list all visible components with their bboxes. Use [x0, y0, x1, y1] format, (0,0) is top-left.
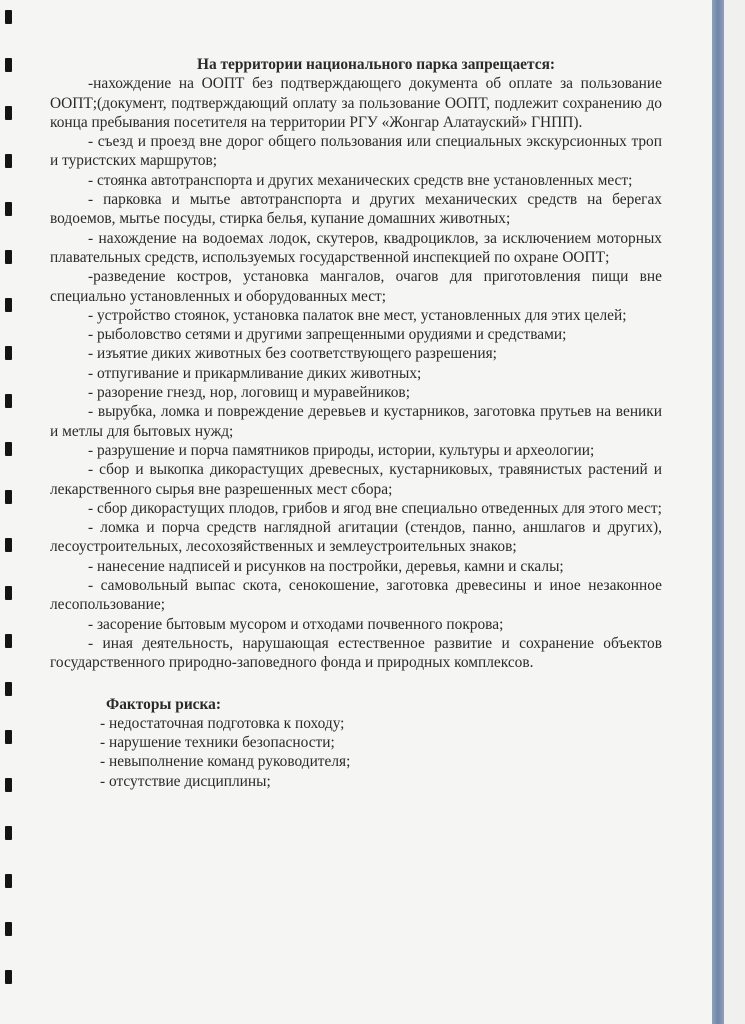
- prohibition-item: - иная деятельность, нарушающая естественное развитие и сохранение объектов государственного природно-заповедного фонда и природных комплексов.: [50, 634, 662, 672]
- prohibition-item: - стоянка автотранспорта и других механических средств вне установленных мест;: [88, 171, 633, 189]
- binding-hole: [5, 778, 12, 792]
- binding-hole: [5, 634, 12, 648]
- prohibition-item: - вырубка, ломка и повреждение деревьев и кустарников, заготовка прутьев на веники и метлы для бытовых нужд;: [50, 403, 662, 440]
- prohibition-item: - съезд и проезд вне дорог общего пользования или специальных экскурсионных троп и туристских маршрутов;: [50, 133, 662, 170]
- risk-factor-item: - невыполнение команд руководителя;: [100, 753, 351, 771]
- binding-hole: [5, 202, 12, 216]
- risk-factor-item: - нарушение техники безопасности;: [100, 734, 335, 752]
- binding-hole: [5, 154, 12, 168]
- binding-hole: [5, 538, 12, 552]
- prohibition-item: -разведение костров, установка мангалов, очагов для приготовления пищи вне специально установленных и оборудованных мест;: [50, 268, 662, 305]
- prohibition-item: - устройство стоянок, установка палаток вне мест, установленных для этих целей;: [88, 306, 627, 324]
- binding-hole: [5, 106, 12, 120]
- page-edge-margin: [724, 0, 745, 1024]
- page-edge-strip: [712, 0, 724, 1024]
- risk-factor-item: - недостаточная подготовка к походу;: [100, 714, 345, 732]
- binding-hole: [5, 442, 12, 456]
- prohibitions-heading: На территории национального парка запрещается:: [196, 56, 556, 73]
- binding-hole: [5, 586, 12, 600]
- binding-hole: [5, 826, 12, 840]
- binding-hole: [5, 970, 12, 984]
- prohibition-item: - нахождение на водоемах лодок, скутеров, квадроциклов, за исключением моторных плавательных средств, используемых государственной инспекцией по охране ООПТ;: [50, 229, 662, 266]
- binding-hole: [5, 874, 12, 888]
- binding-hole: [5, 250, 12, 264]
- binding-hole: [5, 394, 12, 408]
- binding-hole: [5, 58, 12, 72]
- prohibition-item: - разорение гнезд, нор, логовищ и муравейников;: [88, 384, 410, 402]
- risk-factor-item: - отсутствие дисциплины;: [100, 772, 271, 790]
- prohibition-item: - отпугивание и прикармливание диких животных;: [88, 364, 422, 382]
- prohibition-item: - разрушение и порча памятников природы, истории, культуры и археологии;: [88, 441, 595, 459]
- binding-hole: [5, 298, 12, 312]
- binding-hole: [5, 490, 12, 504]
- binding-holes: [0, 0, 22, 1024]
- prohibition-item: - засорение бытовым мусором и отходами почвенного покрова;: [88, 615, 504, 633]
- prohibition-item: -нахождение на ООПТ без подтверждающего документа об оплате за пользование ООПТ;(документ, подтверждающий оплату за пользование ООПТ, подлежит сохранению до конца пребывания посетителя на территории РГУ «Жонгар Алатауский» ГНПП).: [50, 75, 662, 131]
- prohibition-item: - изъятие диких животных без соответствующего разрешения;: [88, 345, 497, 363]
- prohibition-item: - сбор дикорастущих плодов, грибов и ягод вне специально отведенных для этого мест;: [88, 499, 662, 517]
- binding-hole: [5, 10, 12, 24]
- prohibition-item: - парковка и мытье автотранспорта и других механических средств на берегах водоемов, мытье посуды, стирка белья, купание домашних животных;: [50, 191, 662, 228]
- prohibition-item: - ломка и порча средств наглядной агитации (стендов, панно, аншлагов и других), лесоустроительных, лесохозяйственных и землеустроительных знаков;: [50, 519, 662, 556]
- prohibition-item: - самовольный выпас скота, сенокошение, заготовка древесины и иное незаконное лесопользование;: [50, 577, 662, 614]
- binding-hole: [5, 346, 12, 360]
- binding-hole: [5, 730, 12, 744]
- prohibition-item: - рыболовство сетями и другими запрещенными орудиями и средствами;: [88, 326, 567, 344]
- binding-hole: [5, 922, 12, 936]
- risk-factors-heading: Факторы риска:: [106, 695, 221, 713]
- binding-hole: [5, 682, 12, 696]
- prohibition-item: - нанесение надписей и рисунков на постройки, деревья, камни и скалы;: [88, 557, 564, 575]
- prohibition-item: - сбор и выкопка дикорастущих древесных, кустарниковых, травянистых растений и лекарственного сырья вне разрешенных мест сбора;: [50, 461, 662, 498]
- document-body: [50, 55, 662, 791]
